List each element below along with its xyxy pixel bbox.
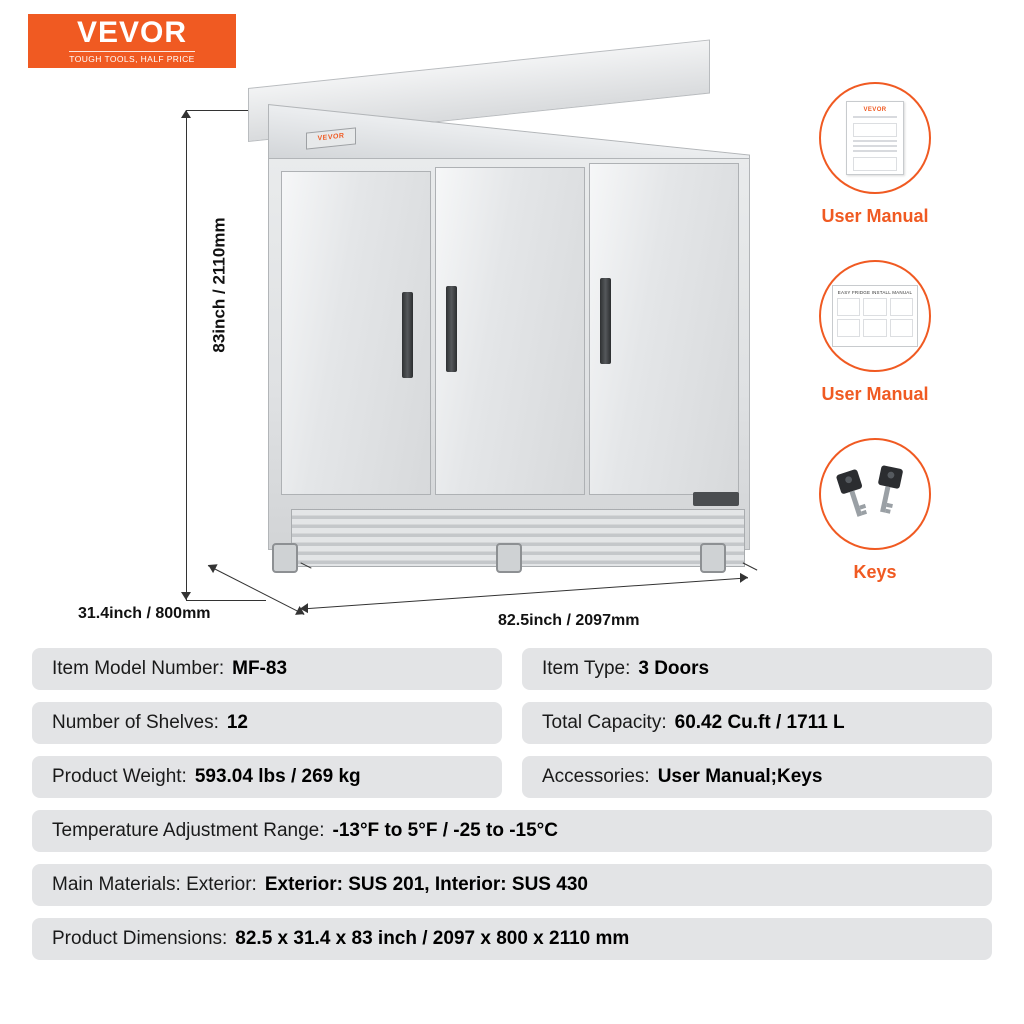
manual-sheet-cell [837, 319, 860, 337]
spec-total-capacity [522, 702, 992, 744]
manual-sheet-row [837, 298, 913, 316]
accessory-user-manual-booklet [775, 82, 975, 227]
spec-key: Product Dimensions: [52, 928, 228, 949]
manual-line [853, 140, 897, 142]
spec-main-materials [32, 864, 992, 906]
spec-key: Item Model Number: [52, 658, 225, 679]
spec-key: Temperature Adjustment Range: [52, 820, 325, 841]
spec-key: Number of Shelves: [52, 712, 219, 733]
spec-row [32, 810, 992, 852]
product-illustration [0, 60, 1024, 640]
manual-line [853, 150, 897, 152]
spec-value: 60.42 Cu.ft / 1711 L [674, 712, 845, 733]
manual-sheet-icon [819, 260, 931, 372]
keys-icon [819, 438, 931, 550]
manual-box [853, 157, 897, 171]
door-center [435, 167, 585, 495]
spec-key: Total Capacity: [542, 712, 667, 733]
caster-wheel [700, 543, 726, 573]
spec-value: 12 [226, 712, 248, 733]
caster-wheel [496, 543, 522, 573]
spec-number-of-shelves [32, 702, 502, 744]
manual-sheet-cell [837, 298, 860, 316]
spec-key: Main Materials: Exterior: [52, 874, 257, 895]
door-right [589, 163, 739, 495]
keys-graphic [829, 459, 921, 529]
spec-item-model-number [32, 648, 502, 690]
spec-product-dimensions [32, 918, 992, 960]
spec-value: 3 Doors [638, 658, 710, 679]
accessory-label: User Manual [821, 384, 929, 404]
spec-temperature-range [32, 810, 992, 852]
brand-tagline: TOUGH TOOLS, HALF PRICE [69, 51, 194, 64]
manual-line [853, 145, 897, 147]
manual-sheet-cell [863, 298, 886, 316]
spec-key: Product Weight: [52, 766, 187, 787]
product-brand-badge: VEVOR [306, 127, 356, 149]
door-handle-right [600, 278, 611, 364]
manual-sheet-title: EASY FRIDGE INSTALL MANUAL [837, 290, 913, 295]
manual-title: VEVOR [863, 107, 887, 113]
manual-booklet-icon [819, 82, 931, 194]
cabinet-body [268, 158, 750, 550]
specifications-list [32, 648, 992, 972]
manual-box [853, 123, 897, 137]
spec-key: Accessories: [542, 766, 650, 787]
accessory-user-manual-sheet [775, 260, 975, 405]
control-panel [693, 492, 739, 506]
spec-value: -13°F to 5°F / -25 to -15°C [332, 820, 558, 841]
width-dimension-label: 82.5inch / 2097mm [498, 612, 640, 629]
manual-sheet-cell [890, 319, 913, 337]
depth-dimension-label: 31.4inch / 800mm [78, 605, 211, 622]
spec-row [32, 648, 992, 690]
door-handle-left [402, 292, 413, 378]
manual-sheet-cell [890, 298, 913, 316]
refrigerator-graphic [248, 88, 748, 578]
width-dimension-line [300, 577, 748, 609]
spec-item-type [522, 648, 992, 690]
door-handle-center [446, 286, 457, 372]
spec-product-weight [32, 756, 502, 798]
spec-row [32, 864, 992, 906]
caster-wheel [272, 543, 298, 573]
spec-row [32, 702, 992, 744]
brand-name: VEVOR [76, 16, 188, 49]
manual-sheet-row [837, 319, 913, 337]
spec-value: 82.5 x 31.4 x 83 inch / 2097 x 800 x 2110 mm [235, 928, 630, 949]
spec-value: Exterior: SUS 201, Interior: SUS 430 [264, 874, 588, 895]
spec-value: 593.04 lbs / 269 kg [194, 766, 361, 787]
spec-key: Item Type: [542, 658, 631, 679]
spec-accessories [522, 756, 992, 798]
spec-value: User Manual;Keys [657, 766, 823, 787]
manual-sheet-cell [863, 319, 886, 337]
door-left [281, 171, 431, 495]
manual-sheet-graphic [832, 285, 918, 347]
spec-row [32, 918, 992, 960]
spec-value: MF-83 [232, 658, 288, 679]
height-dimension-line [186, 110, 187, 600]
height-dimension-label: 83inch / 2110mm [209, 217, 229, 353]
accessory-label: Keys [853, 562, 897, 582]
accessory-keys [775, 438, 975, 583]
manual-line [853, 116, 897, 118]
manual-page-graphic [846, 101, 904, 175]
height-tick-bottom [186, 600, 266, 601]
spec-row [32, 756, 992, 798]
accessory-label: User Manual [821, 206, 929, 226]
